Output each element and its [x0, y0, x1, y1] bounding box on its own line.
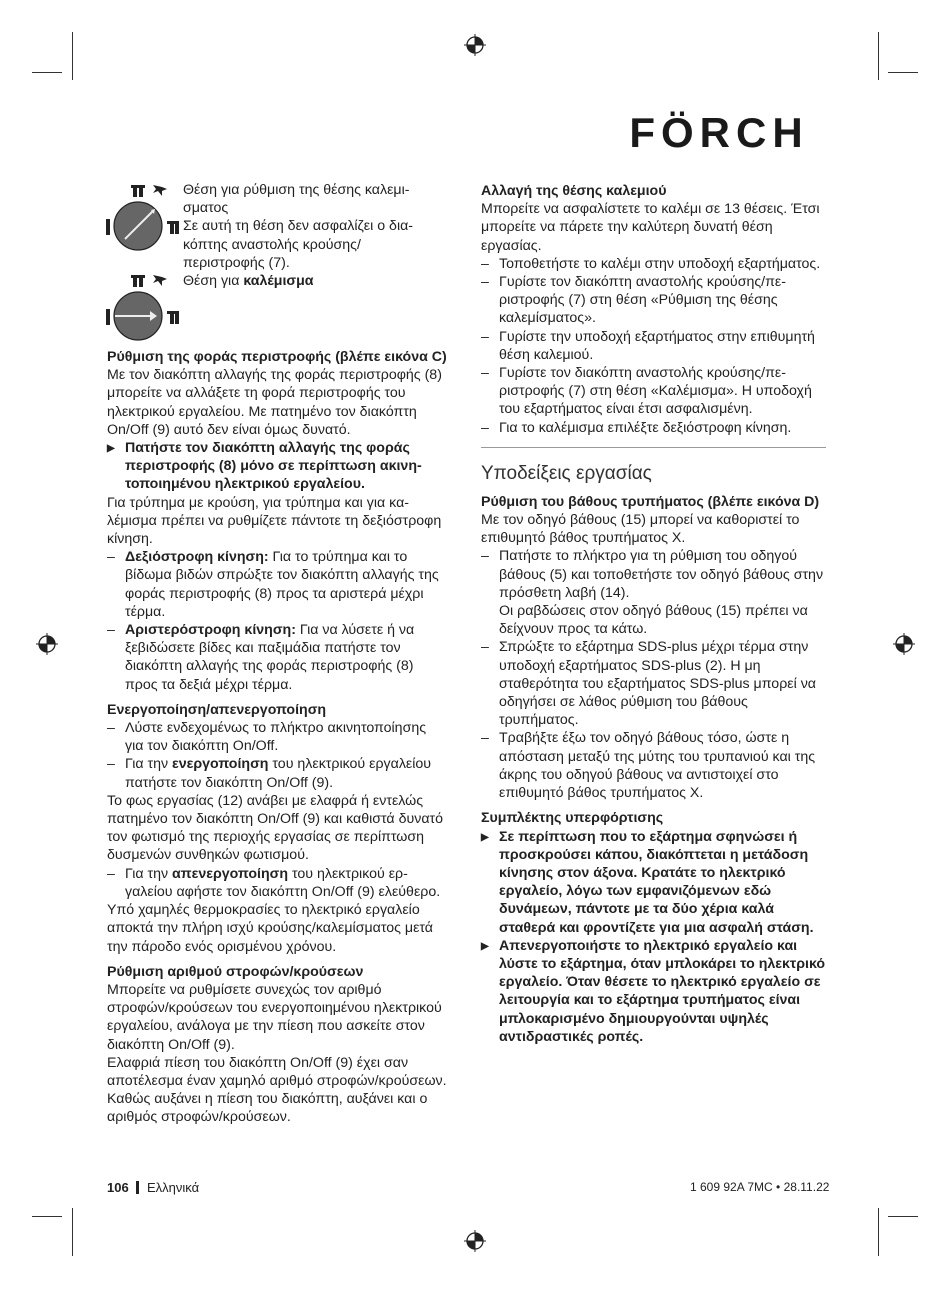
caption-line — [183, 272, 445, 290]
page-footer-left — [107, 1180, 199, 1195]
forch-logo-text: FÖRCH — [629, 109, 809, 153]
list-item: – Γυρίστε την υποδοχή εξαρτήματος στην επιθυμητή θέση καλεμιού. — [481, 328, 826, 364]
depth-heading: Ρύθμιση του βάθους τρυπήματος (βλέπε εικόνα D) — [481, 493, 820, 510]
speed-paragraph: Μπορείτε να ρυθμίσετε συνεχώς τον αριθμό στροφών/κρούσεων του ενεργοποιημένου ηλεκτρικού εργαλείου, ανάλογα με την πίεση που ασκείτε στον διακόπτη On/Off (9). — [107, 981, 442, 1053]
hammer-icon — [131, 185, 145, 197]
depth-paragraph: Με τον οδηγό βάθους (15) μπορεί να καθοριστεί το επιθυμητό βάθος τρυπήματος X. — [481, 512, 800, 547]
clutch-heading: Συμπλέκτης υπερφόρτισης — [481, 810, 664, 827]
forch-logo — [612, 105, 827, 153]
list-item-bold: ενεργοποίηση — [172, 756, 269, 773]
figure-captions — [183, 181, 445, 290]
registration-mark-icon — [464, 34, 486, 56]
list-item: – Λύστε ενδεχομένως το πλήκτρο ακινητοποίησης για τον διακόπτη On/Off. — [107, 719, 447, 755]
crop-mark — [32, 72, 62, 73]
drill-icon — [106, 219, 110, 235]
caption-line: περιστροφής (7). — [183, 254, 290, 271]
caption-bold: καλέμισμα — [243, 273, 314, 290]
list-item-text: Για να λύσετε ή να ξεβιδώσετε βίδες και παξιμάδια πατήστε τον διακόπτη αλλαγής της φοράς περιστροφής (8) προς τα δεξιά μέχρι τέρμα. — [125, 622, 415, 693]
list-item: – Γυρίστε τον διακόπτη αναστολής κρούσης/περιστροφής (7) στη θέση «Ρύθμιση της θέσης καλεμίσματος». — [481, 273, 826, 328]
rotation-heading: Ρύθμιση της φοράς περιστροφής (βλέπε εικόνα C) — [107, 349, 447, 365]
list-item: – Τοποθετήστε το καλέμι στην υποδοχή εξαρτήματος. — [481, 255, 826, 273]
list-item-bold: απενεργοποίηση — [172, 865, 289, 882]
list-item-text: του ηλεκτρικού εργαλείου αφήστε τον διακόπτη On/Off (9) ελεύθερο. — [125, 865, 441, 900]
footer-divider — [136, 1181, 139, 1194]
chisel-heading: Αλλαγή της θέσης καλεμιού — [481, 183, 667, 199]
list-item: – Τραβήξτε έξω τον οδηγό βάθους τόσο, ώστε η απόσταση μεταξύ της μύτης του τρυπανιού και της άκρης του οδηγού βάθους να αντιστοιχεί στο επιθυμητό βάθος τρυπήματος X. — [481, 729, 826, 802]
list-item-continuation: Οι ραβδώσεις στον οδηγό βάθους (15) πρέπει να δείχνουν προς τα κάτω. — [499, 603, 808, 638]
list-item-bold: Δεξιόστροφη κίνηση: — [125, 549, 269, 566]
rotation-paragraph: Με τον διακόπτη αλλαγής της φοράς περιστροφής (8) μπορείτε να αλλάξετε τη φορά περιστροφής του ηλεκτρικού εργαλείου. Με πατημένο τον διακόπτη On/Off (9) αυτό δεν είναι όμως δυνατό. — [107, 367, 442, 438]
crop-mark — [888, 72, 918, 73]
crop-mark — [72, 32, 73, 80]
list-item: – Σπρώξτε το εξάρτημα SDS-plus μέχρι τέρμα στην υποδοχή εξαρτήματος SDS-plus (2). Η μη σταθερότητα του εξαρτήματος SDS-plus μπορεί να οδηγήσει σε λάθος ρύθμιση του βάθους τρυπήματος. — [481, 638, 826, 729]
rotation-warning: ▶ Πατήστε τον διακόπτη αλλαγής της φοράς περιστροφής (8) μόνο σε περίπτωση ακινητοποιημένου ηλεκτρικού εργαλείου. — [107, 439, 447, 494]
left-column — [107, 348, 447, 1127]
rotation-paragraph-2: Για τρύπημα με κρούση, για τρύπημα και για καλέμισμα πρέπει να ρυθμίζετε πάντοτε τη δεξιόστροφη κίνηση. — [107, 494, 442, 548]
switch-position-figure — [103, 183, 183, 343]
footer-doc-code: 1 609 92A 7MC • 28.11.22 — [690, 1180, 830, 1194]
caption-text: Θέση για — [183, 273, 244, 290]
list-item: – Πατήστε το πλήκτρο για τη ρύθμιση του οδηγού βάθους (5) και τοποθετήστε τον οδηγό βάθους στην πρόσθετη λαβή (14). — [481, 547, 826, 602]
caption-line: σματος — [183, 200, 229, 217]
caption-line: Θέση για ρύθμιση της θέσης καλεμι- — [183, 182, 410, 198]
right-column — [481, 182, 826, 1046]
caption-line: κόπτης αναστολής κρούσης/ — [183, 236, 361, 253]
list-item — [107, 621, 447, 694]
list-item-text: Για την — [125, 756, 173, 773]
crop-mark — [878, 32, 879, 80]
list-item-text: του ηλεκτρικού εργαλείου πατήστε τον διακόπτη On/Off (9). — [125, 756, 432, 791]
crop-mark — [878, 1208, 879, 1256]
list-item-bold: Αριστερόστροφη κίνηση: — [125, 622, 296, 639]
clutch-warning-2: ▶ Απενεργοποιήστε το ηλεκτρικό εργαλείο και λύστε το εξάρτημα, όταν μπλοκάρει το ηλεκτρικό εργαλείο. Όταν θέσετε το ηλεκτρικό εργαλείο σε λειτουργία και το εξάρτημα τρυπήματος είναι μπλοκαρισμένο δημιουργούνται υψηλές αντιδραστικές ροπές. — [481, 937, 826, 1046]
registration-mark-icon — [36, 633, 58, 655]
list-item-text: Για το τρύπημα και το βίδωμα βιδών σπρώξτε τον διακόπτη αλλαγής της φοράς περιστροφής (8) προς τα αριστερά μέχρι τέρμα. — [125, 549, 439, 620]
dial-chisel — [106, 275, 179, 340]
chisel-paragraph: Μπορείτε να ασφαλίστετε το καλέμι σε 13 θέσεις. Έτσι μπορείτε να πάρετε την καλύτερη δυνατή θέση εργασίας. — [481, 201, 820, 254]
registration-mark-icon — [893, 633, 915, 655]
clutch-warning: ▶ Σε περίπτωση που το εξάρτημα σφηνώσει ή προσκρούσει κάπου, διακόπτεται η μετάδοση κίνησης στον άξονα. Κρατάτε το ηλεκτρικό εργαλείο, λόγω των εμφανιζόμενων εδώ δυνάμεων, πάντοτε με τα δύο χέρια καλά σταθερά και φροντίζετε για μια ασφαλή στάση. — [481, 828, 826, 937]
footer-language: Ελληνικά — [146, 1180, 200, 1195]
crop-mark — [72, 1208, 73, 1256]
speed-paragraph-2: Ελαφριά πίεση του διακόπτη On/Off (9) έχει σαν αποτέλεσμα έναν χαμηλό αριθμό στροφών/κρούσεων. Καθώς αυξάνει η πίεση του διακόπτη, αυξάνει και ο αριθμός στροφών/κρούσεων. — [107, 1054, 447, 1126]
chisel-rotate-icon — [153, 185, 167, 196]
speed-heading: Ρύθμιση αριθμού στροφών/κρούσεων — [107, 963, 364, 980]
onoff-heading: Ενεργοποίηση/απενεργοποίηση — [107, 701, 327, 718]
list-item — [107, 865, 447, 901]
list-item-text: Για την — [125, 865, 173, 882]
temperature-paragraph: Υπό χαμηλές θερμοκρασίες το ηλεκτρικό εργαλείο αποκτά την πλήρη ισχύ κρούσης/καλεμίσματος μετά την πάροδο ενός ορισμένου χρόνου. — [107, 902, 433, 955]
worklight-paragraph: Το φως εργασίας (12) ανάβει με ελαφρά ή εντελώς πατημένο τον διακόπτη On/Off (9) και καθιστά δυνατό τον φωτισμό της περιοχής εργασίας σε περίπτωση δυσμενών συνθηκών φωτισμού. — [107, 792, 444, 864]
section-heading: Υποδείξεις εργασίας — [481, 447, 826, 486]
caption-line: Σε αυτή τη θέση δεν ασφαλίζει ο δια- — [183, 218, 414, 235]
list-item — [107, 755, 447, 791]
crop-mark — [888, 1216, 918, 1217]
list-item — [107, 548, 447, 621]
page-number: 106 — [107, 1180, 129, 1195]
list-item: – Γυρίστε τον διακόπτη αναστολής κρούσης/περιστροφής (7) στη θέση «Καλέμισμα». Η υποδοχή του εξαρτήματος είναι έτσι ασφαλισμένη. — [481, 364, 826, 419]
crop-mark — [32, 1216, 62, 1217]
registration-mark-icon — [464, 1230, 486, 1252]
list-item: – Για το καλέμισμα επιλέξτε δεξιόστροφη κίνηση. — [481, 419, 826, 437]
